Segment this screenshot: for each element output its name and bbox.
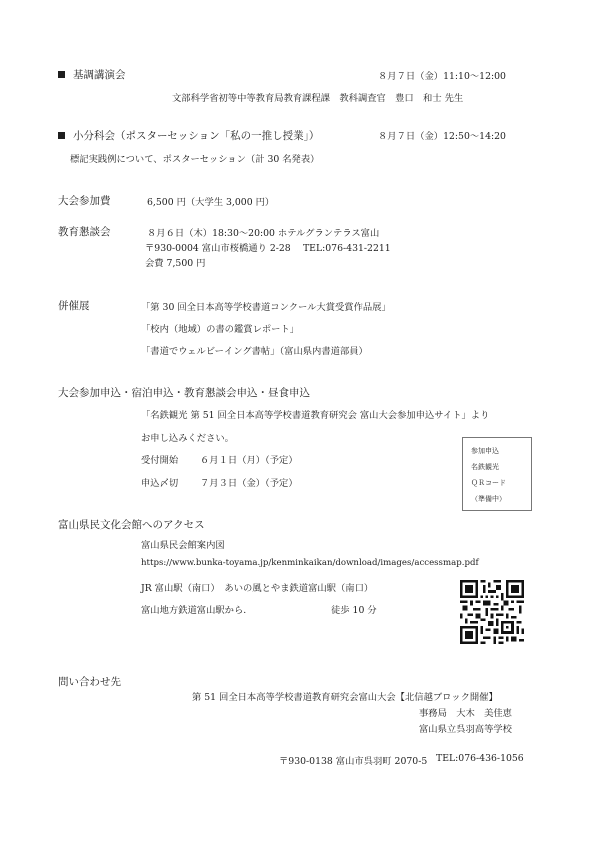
- exhibit-item: 「第 30 回全日本高等学校書道コンクール大賞受賞作品展」: [141, 302, 391, 313]
- breakout-desc: 標記実践例について、ポスターセッション（計 30 名発表）: [70, 154, 320, 165]
- contact-office: 事務局 大木 美佳恵: [419, 708, 512, 719]
- square-bullet-icon: [58, 71, 65, 78]
- access-walk: 徒歩 10 分: [331, 605, 377, 616]
- square-bullet-icon: [58, 132, 65, 139]
- access-heading: 富山県民文化会館へのアクセス: [58, 519, 205, 531]
- contact-heading: 問い合わせ先: [58, 676, 121, 688]
- exhibit-item: 「校内（地域）の書の鑑賞レポート」: [141, 324, 300, 335]
- start-label: 受付開始: [141, 455, 179, 466]
- access-route1: JR 富山駅（南口） あいの風とやま鉄道富山駅（南口）: [141, 583, 374, 594]
- registration-line1: 「名鉄観光 第 51 回全日本高等学校書道教育研究会 富山大会参加申込サイト」より: [141, 410, 490, 421]
- exhibit-label: 併催展: [58, 300, 90, 312]
- social-label: 教育懇談会: [58, 226, 111, 238]
- start-value: ６月１日（月）（予定）: [200, 455, 298, 466]
- qr-box-line: 名鉄観光: [471, 463, 499, 471]
- keynote-datetime: ８月７日（金）11:10～12:00: [378, 71, 506, 82]
- access-guide: 富山県民会館案内図: [141, 540, 225, 551]
- exhibit-item: 「書道でウェルビーイング書帖」（富山県内書道部員）: [141, 346, 368, 357]
- contact-org: 第 51 回全日本高等学校書道教育研究会富山大会【北信越ブロック開催】: [192, 692, 498, 703]
- deadline-value: ７月３日（金）（予定）: [200, 478, 298, 489]
- qr-code-icon[interactable]: [460, 580, 524, 644]
- breakout-datetime: ８月７日（金）12:50～14:20: [378, 131, 506, 142]
- fee-label: 大会参加費: [58, 195, 111, 207]
- social-line1: ８月６日（木）18:30～20:00 ホテルグランテラス富山: [147, 228, 380, 239]
- access-route2: 富山地方鉄道富山駅から.: [141, 605, 247, 616]
- qr-box-line: （準備中）: [471, 495, 506, 503]
- keynote-heading: 基調講演会: [58, 67, 126, 82]
- deadline-label: 申込〆切: [141, 478, 179, 489]
- contact-tel: TEL:076-436-1056: [436, 753, 524, 764]
- contact-school: 富山県立呉羽高等学校: [419, 724, 512, 735]
- breakout-heading: 小分科会（ポスターセッション「私の一推し授業」）: [58, 128, 319, 143]
- fee-value: 6,500 円（大学生 3,000 円）: [147, 197, 275, 208]
- keynote-speaker: 文部科学省初等中等教育局教育課程課 教科調査官 豊口 和士 先生: [172, 93, 464, 104]
- access-url-link[interactable]: https://www.bunka-toyama.jp/kenminkaikan/download/images/accessmap.pdf: [141, 558, 479, 568]
- registration-line2: お申し込みください。: [141, 433, 234, 444]
- contact-address: 〒930-0138 富山市呉羽町 2070-5: [279, 756, 428, 767]
- qr-placeholder-box: [462, 437, 532, 511]
- social-line2: 〒930-0004 富山市桜橋通り 2-28 TEL:076-431-2211: [145, 243, 391, 254]
- registration-heading: 大会参加申込・宿泊申込・教育懇談会申込・昼食申込: [58, 387, 310, 399]
- social-line3: 会費 7,500 円: [145, 258, 206, 269]
- qr-box-line: 参加申込: [471, 447, 499, 455]
- qr-box-line: ＱＲコード: [471, 479, 506, 487]
